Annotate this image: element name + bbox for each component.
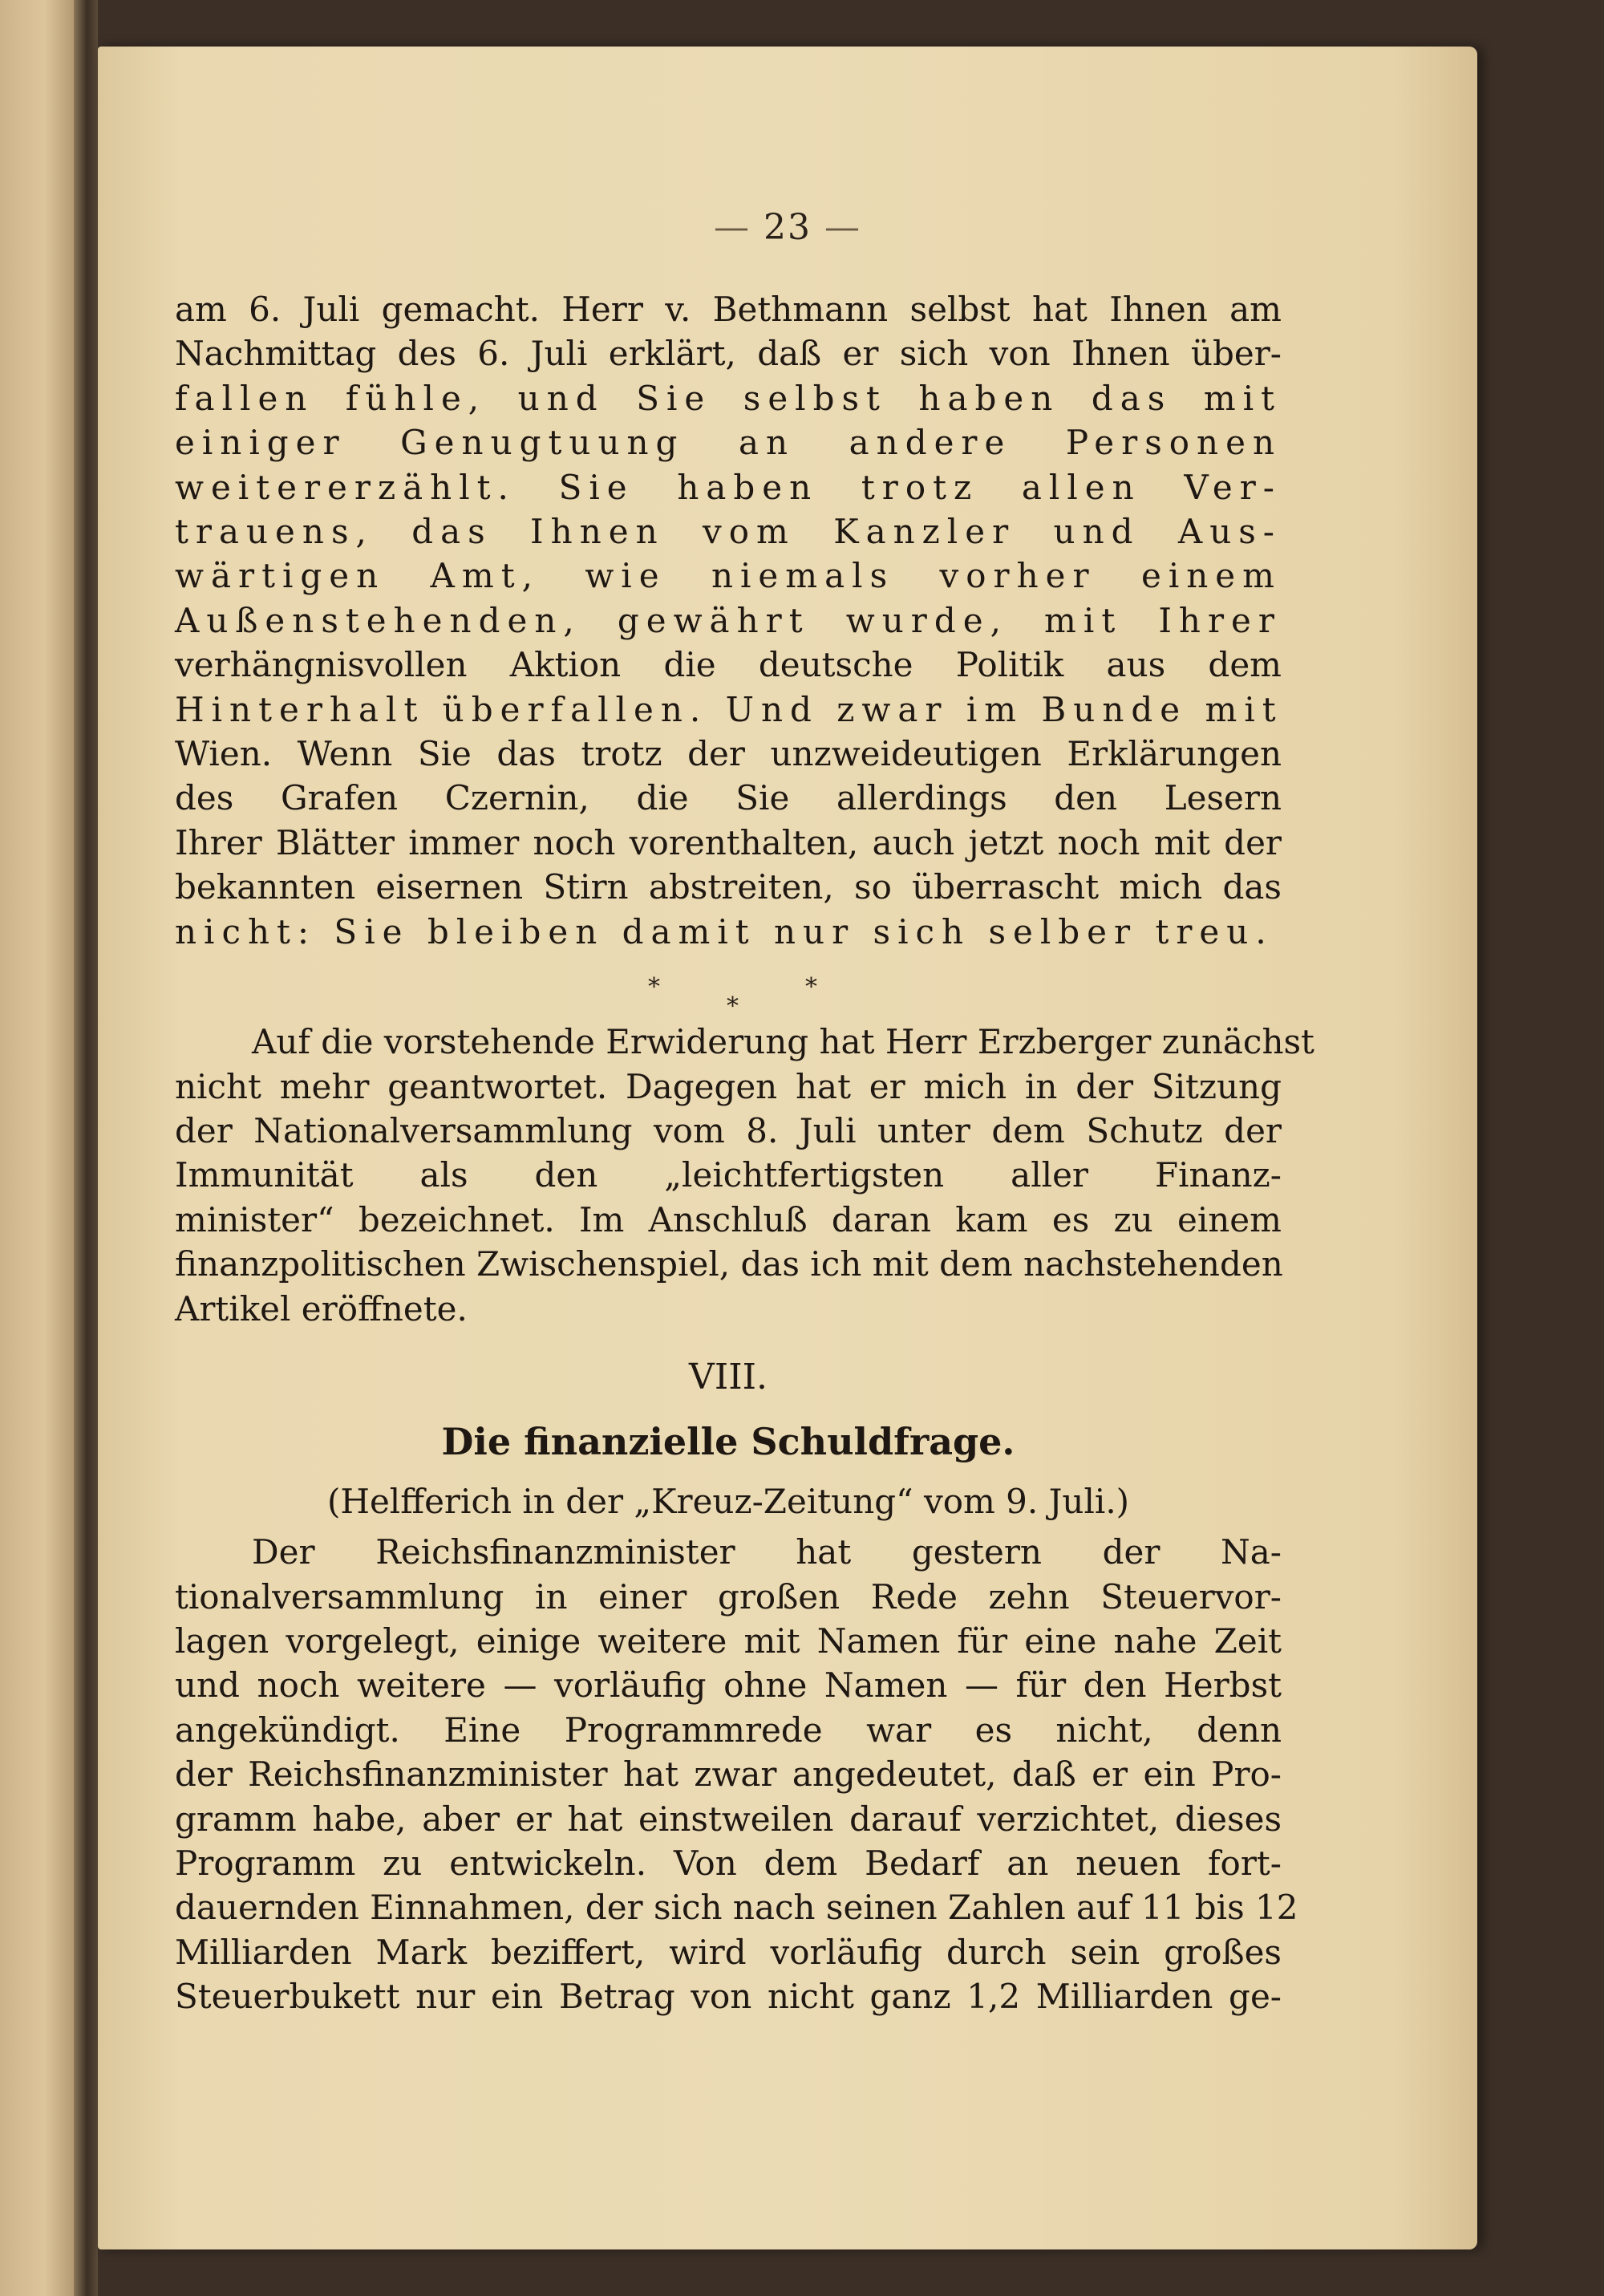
- book-gutter: [74, 0, 98, 2296]
- text-line: am 6. Juli gemacht. Herr v. Bethmann selbst hat Ihnen am: [175, 290, 1282, 329]
- section-separator: [175, 957, 1282, 1021]
- text-line: Immunität als den „leichtfertigsten aller Finanz-: [175, 1155, 1282, 1195]
- text-line: Außenstehenden, gewährt wurde, mit Ihrer: [175, 600, 1282, 640]
- text-line: trauens, das Ihnen vom Kanzler und Aus-: [175, 512, 1282, 552]
- paragraph-1: [175, 287, 1282, 954]
- book-page: [98, 47, 1477, 2249]
- text-line: der Reichsfinanzminister hat zwar angedeutet, daß er ein Pro-: [175, 1754, 1282, 1795]
- text-line: dauernden Einnahmen, der sich nach seinen Zahlen auf 11 bis 12: [175, 1888, 1298, 1928]
- text-line: nicht: Sie bleiben damit nur sich selber treu.: [175, 911, 1274, 951]
- text-line: und noch weitere — vorläufig ohne Namen — für den Herbst: [175, 1665, 1282, 1706]
- text-line: Auf die vorstehende Erwiderung hat Herr Erzberger zunächst: [252, 1022, 1314, 1062]
- text-line: nicht mehr geantwortet. Dagegen hat er mich in der Sitzung: [175, 1066, 1282, 1106]
- text-line: einiger Genugtuung an andere Personen: [175, 423, 1282, 463]
- previous-page-edge: [0, 0, 74, 2296]
- page-text: [175, 287, 1314, 2019]
- text-line: verhängnisvollen Aktion die deutsche Politik aus dem: [175, 645, 1282, 685]
- text-line: angekündigt. Eine Programmrede war es nicht, denn: [175, 1710, 1282, 1750]
- text-line: weitererzählt. Sie haben trotz allen Ver-: [175, 467, 1282, 507]
- text-line: gramm habe, aber er hat einstweilen darauf verzichtet, dieses: [175, 1799, 1282, 1839]
- text-line: tionalversammlung in einer großen Rede zehn Steuervor-: [175, 1576, 1282, 1617]
- text-line: Programm zu entwickeln. Von dem Bedarf an neuen fort-: [175, 1844, 1282, 1883]
- separator-star: *: [648, 973, 660, 1002]
- text-line: Nachmittag des 6. Juli erklärt, daß er sich von Ihnen über-: [175, 334, 1282, 374]
- section-title: Die finanzielle Schuldfrage.: [441, 1420, 1015, 1464]
- text-line: Ihrer Blätter immer noch vorenthalten, auch jetzt noch mit der: [175, 822, 1282, 862]
- separator-star: *: [805, 973, 817, 1002]
- text-line: Steuerbukett nur ein Betrag von nicht ganz 1,2 Milliarden ge-: [175, 1977, 1282, 2017]
- text-line: Hinterhalt überfallen. Und zwar im Bunde mit: [175, 689, 1283, 729]
- paragraph-2: [175, 1020, 1314, 1331]
- text-line: minister“ bezeichnet. Im Anschluß daran kam es zu einem: [175, 1199, 1282, 1239]
- text-line: des Grafen Czernin, die Sie allerdings den Lesern: [175, 778, 1282, 818]
- text-line: der Nationalversammlung vom 8. Juli unter dem Schutz der: [175, 1110, 1282, 1150]
- page-header: — 23 —: [714, 207, 861, 248]
- section-subtitle: (Helfferich in der „Kreuz-Zeitung“ vom 9. Juli.): [326, 1481, 1130, 1521]
- text-line: Der Reichsfinanzminister hat gestern der Na-: [252, 1532, 1282, 1572]
- text-line: fallen fühle, und Sie selbst haben das mit: [175, 378, 1282, 418]
- page-number: 23: [764, 207, 812, 248]
- text-line: Artikel eröffnete.: [175, 1288, 468, 1329]
- separator-star: *: [727, 992, 739, 1021]
- paragraph-3: [175, 1530, 1298, 2018]
- text-line: finanzpolitischen Zwischenspiel, das ich mit dem nachstehenden: [175, 1244, 1283, 1284]
- text-line: bekannten eisernen Stirn abstreiten, so überrascht mich das: [175, 867, 1282, 907]
- section-number: VIII.: [689, 1356, 768, 1397]
- text-line: lagen vorgelegt, einige weitere mit Namen für eine nahe Zeit: [175, 1621, 1282, 1661]
- text-line: wärtigen Amt, wie niemals vorher einem: [175, 556, 1282, 596]
- text-line: Wien. Wenn Sie das trotz der unzweideutigen Erklärungen: [175, 734, 1282, 774]
- text-line: Milliarden Mark beziffert, wird vorläufig durch sein großes: [175, 1932, 1282, 1972]
